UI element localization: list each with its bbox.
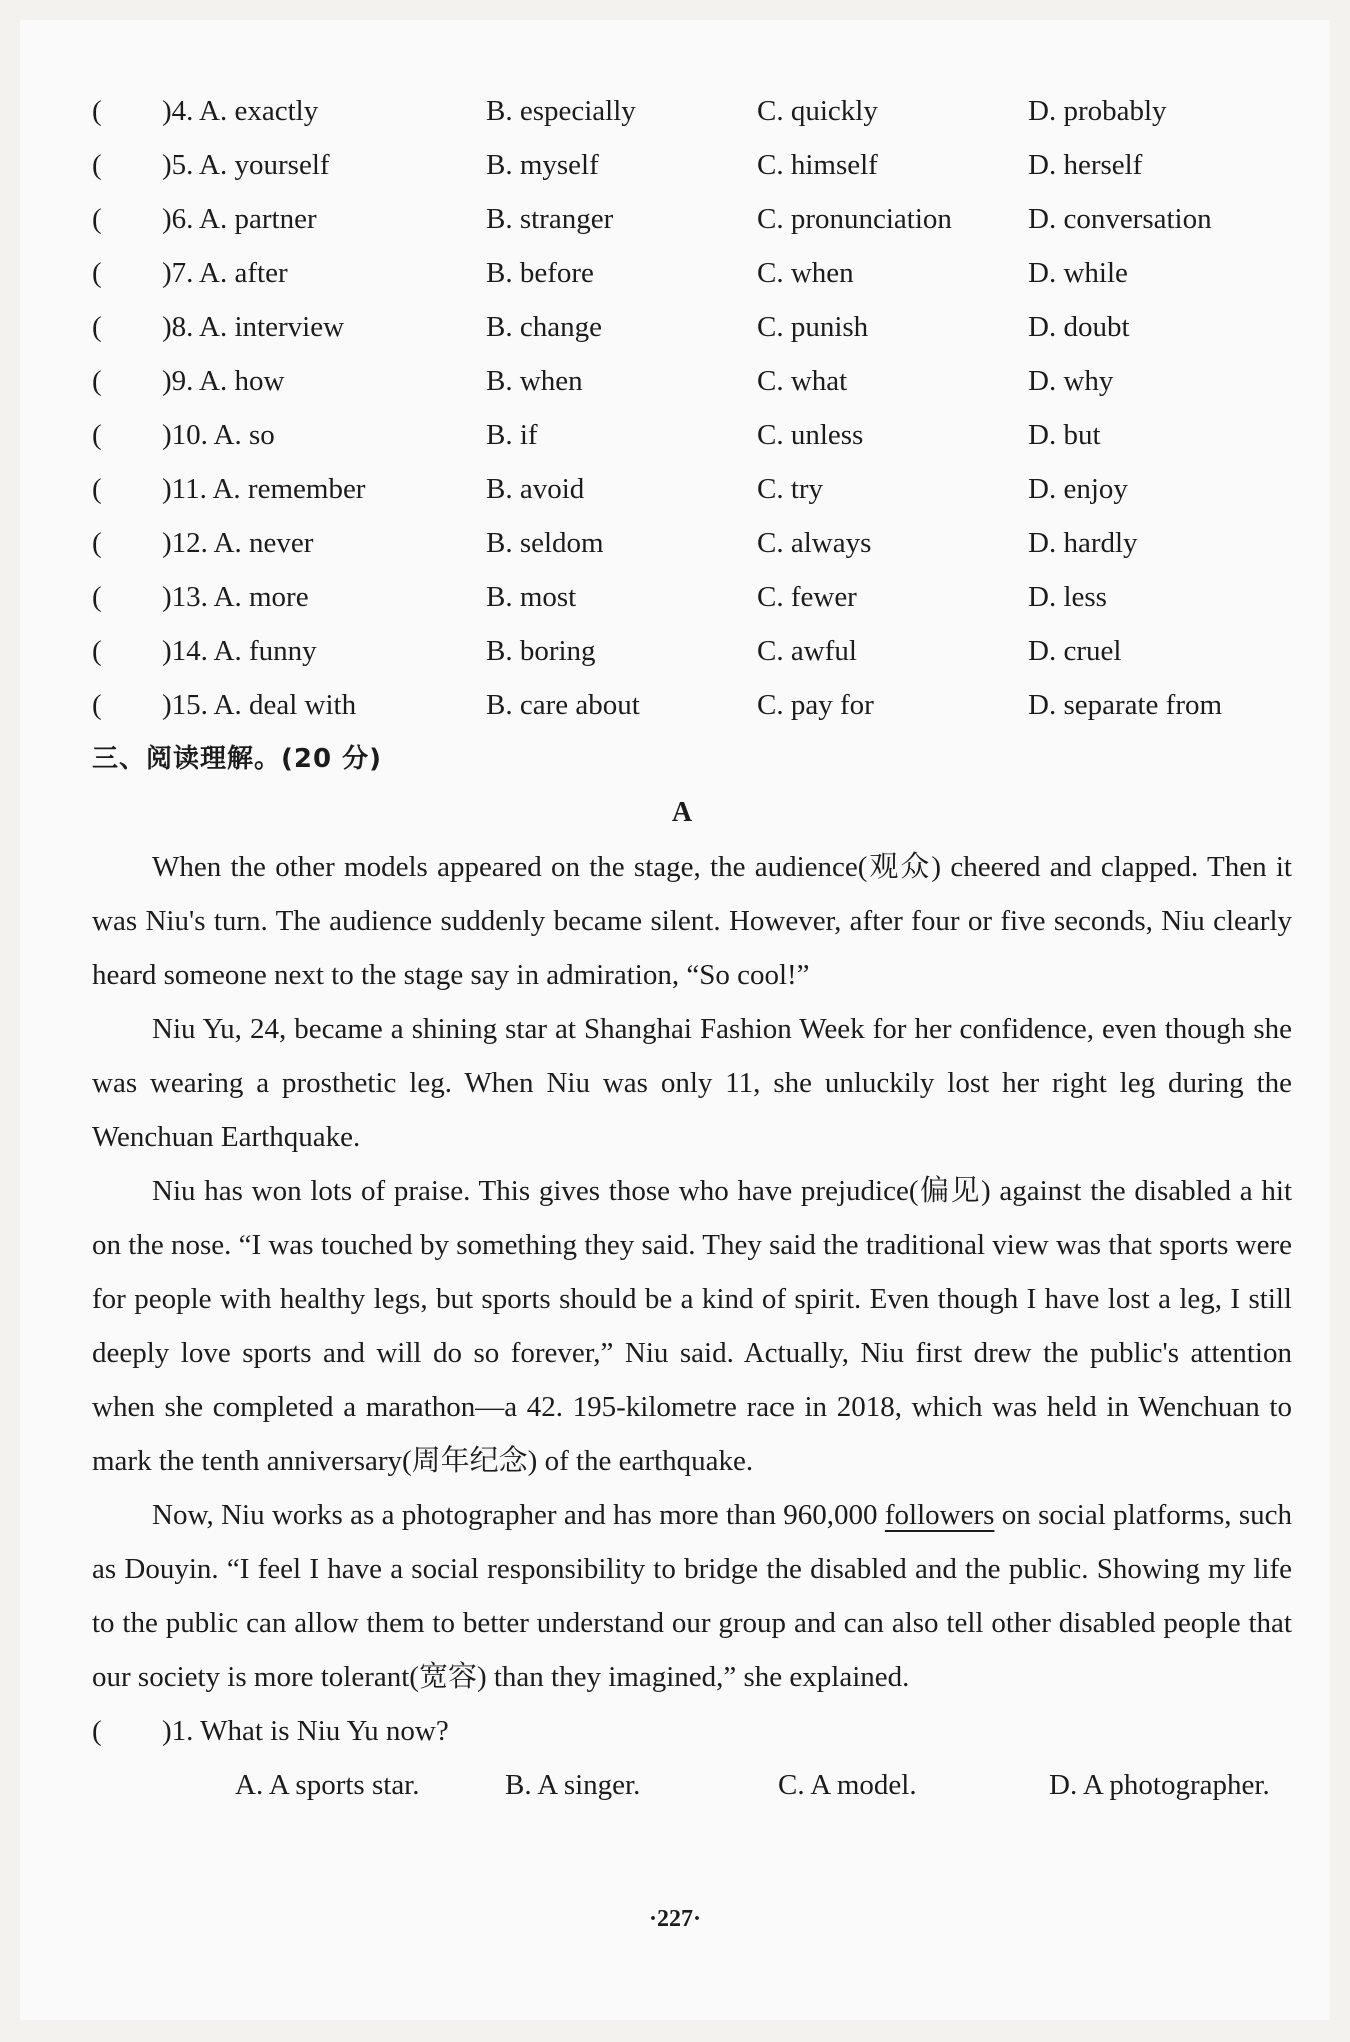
passage-label: A <box>671 797 693 828</box>
worksheet-page <box>20 20 1330 2020</box>
paragraph-4-text-end: on social platforms, such as Douyin. “I feel I have a social responsibility to bridge the disabled and the public. Showing my life to the public can allow them to better understand our group and can also tell other disabled people that our society is more tolerant(宽容) than they imagined,” she explained. <box>92 1499 1292 1693</box>
option-d[interactable]: D. cruel <box>1028 635 1122 667</box>
cloze-row <box>92 84 1312 138</box>
option-a[interactable]: )13. A. more <box>162 581 309 613</box>
option-c[interactable]: C. what <box>757 365 848 397</box>
answer-paren[interactable]: ( <box>92 149 102 181</box>
cloze-row <box>92 246 1312 300</box>
option-c[interactable]: C. A model. <box>778 1769 917 1801</box>
option-a[interactable]: )4. A. exactly <box>162 95 319 127</box>
option-c[interactable]: C. pay for <box>757 689 874 721</box>
answer-paren[interactable]: ( <box>92 473 102 505</box>
passage-paragraph-2: Niu Yu, 24, became a shining star at Shanghai Fashion Week for her confidence, even though she was wearing a prosthetic leg. When Niu was only 11, she unluckily lost her right leg during the Wenchuan Earthquake. <box>92 1013 1292 1153</box>
option-c[interactable]: C. himself <box>757 149 878 181</box>
cloze-row <box>92 300 1312 354</box>
cloze-row <box>92 516 1312 570</box>
option-d[interactable]: D. A photographer. <box>1049 1769 1270 1801</box>
question-1 <box>92 1704 1312 1758</box>
option-b[interactable]: B. stranger <box>486 203 614 235</box>
option-b[interactable]: B. if <box>486 419 538 451</box>
question-1-options <box>92 1758 1312 1812</box>
option-c[interactable]: C. punish <box>757 311 869 343</box>
cloze-row <box>92 570 1312 624</box>
option-d[interactable]: D. herself <box>1028 149 1143 181</box>
answer-paren[interactable]: ( <box>92 257 102 289</box>
cloze-row <box>92 354 1312 408</box>
option-d[interactable]: D. while <box>1028 257 1128 289</box>
cloze-row <box>92 624 1312 678</box>
option-a[interactable]: )9. A. how <box>162 365 285 397</box>
cloze-row <box>92 408 1312 462</box>
option-a[interactable]: )12. A. never <box>162 527 314 559</box>
option-b[interactable]: B. care about <box>486 689 640 721</box>
option-c[interactable]: C. try <box>757 473 824 505</box>
option-b[interactable]: B. seldom <box>486 527 604 559</box>
option-b[interactable]: B. myself <box>486 149 599 181</box>
answer-paren[interactable]: ( <box>92 1715 102 1747</box>
option-a[interactable]: )7. A. after <box>162 257 288 289</box>
cloze-row <box>92 462 1312 516</box>
option-d[interactable]: D. probably <box>1028 95 1167 127</box>
answer-paren[interactable]: ( <box>92 311 102 343</box>
option-a[interactable]: )14. A. funny <box>162 635 317 667</box>
passage-paragraph-3: Niu has won lots of praise. This gives those who have prejudice(偏见) against the disabled a hit on the nose. “I was touched by something they said. They said the traditional view was that sports were for people with healthy legs, but sports should be a kind of spirit. Even though I have lost a leg, I still deeply love sports and will do so forever,” Niu said. Actually, Niu first drew the public's attention when she completed a marathon—a 42. 195-kilometre race in 2018, which was held in Wenchuan to mark the tenth anniversary(周年纪念) of the earthquake. <box>92 1175 1292 1477</box>
option-d[interactable]: D. separate from <box>1028 689 1223 721</box>
cloze-row <box>92 678 1312 732</box>
option-c[interactable]: C. pronunciation <box>757 203 952 235</box>
option-a[interactable]: )5. A. yourself <box>162 149 330 181</box>
option-b[interactable]: B. before <box>486 257 594 289</box>
option-d[interactable]: D. doubt <box>1028 311 1130 343</box>
option-b[interactable]: B. avoid <box>486 473 585 505</box>
option-a[interactable]: )6. A. partner <box>162 203 317 235</box>
answer-paren[interactable]: ( <box>92 689 102 721</box>
option-d[interactable]: D. hardly <box>1028 527 1138 559</box>
option-c[interactable]: C. awful <box>757 635 857 667</box>
page-number: ·227· <box>648 1906 701 1932</box>
cloze-options-list <box>92 84 1312 732</box>
option-d[interactable]: D. but <box>1028 419 1101 451</box>
option-b[interactable]: B. change <box>486 311 602 343</box>
option-c[interactable]: C. fewer <box>757 581 857 613</box>
option-a[interactable]: A. A sports star. <box>235 1769 420 1801</box>
option-d[interactable]: D. why <box>1028 365 1114 397</box>
underlined-word-followers: followers <box>884 1499 995 1531</box>
answer-paren[interactable]: ( <box>92 365 102 397</box>
option-c[interactable]: C. unless <box>757 419 864 451</box>
option-b[interactable]: B. boring <box>486 635 596 667</box>
option-b[interactable]: B. A singer. <box>505 1769 641 1801</box>
answer-paren[interactable]: ( <box>92 419 102 451</box>
cloze-row <box>92 138 1312 192</box>
passage-paragraph-1: When the other models appeared on the stage, the audience(观众) cheered and clapped. Then it was Niu's turn. The audience suddenly became silent. However, after four or five seconds, Niu clearly heard someone next to the stage say in admiration, “So cool!” <box>92 851 1292 991</box>
option-b[interactable]: B. when <box>486 365 583 397</box>
option-c[interactable]: C. when <box>757 257 854 289</box>
answer-paren[interactable]: ( <box>92 203 102 235</box>
option-a[interactable]: )11. A. remember <box>162 473 366 505</box>
page-content <box>92 84 1312 1812</box>
answer-paren[interactable]: ( <box>92 635 102 667</box>
option-d[interactable]: D. enjoy <box>1028 473 1128 505</box>
option-a[interactable]: )8. A. interview <box>162 311 345 343</box>
option-b[interactable]: B. most <box>486 581 577 613</box>
option-c[interactable]: C. always <box>757 527 872 559</box>
answer-paren[interactable]: ( <box>92 95 102 127</box>
option-a[interactable]: )10. A. so <box>162 419 275 451</box>
cloze-row <box>92 192 1312 246</box>
option-b[interactable]: B. especially <box>486 95 636 127</box>
answer-paren[interactable]: ( <box>92 527 102 559</box>
option-a[interactable]: )15. A. deal with <box>162 689 357 721</box>
option-d[interactable]: D. less <box>1028 581 1107 613</box>
answer-paren[interactable]: ( <box>92 581 102 613</box>
paragraph-4-text-start: Now, Niu works as a photographer and has more than 960,000 <box>152 1499 885 1531</box>
question-1-stem: )1. What is Niu Yu now? <box>162 1715 449 1747</box>
section-title: 三、阅读理解。(20 分) <box>92 744 382 774</box>
option-c[interactable]: C. quickly <box>757 95 878 127</box>
option-d[interactable]: D. conversation <box>1028 203 1212 235</box>
passage-paragraph-4 <box>92 1488 1292 1704</box>
